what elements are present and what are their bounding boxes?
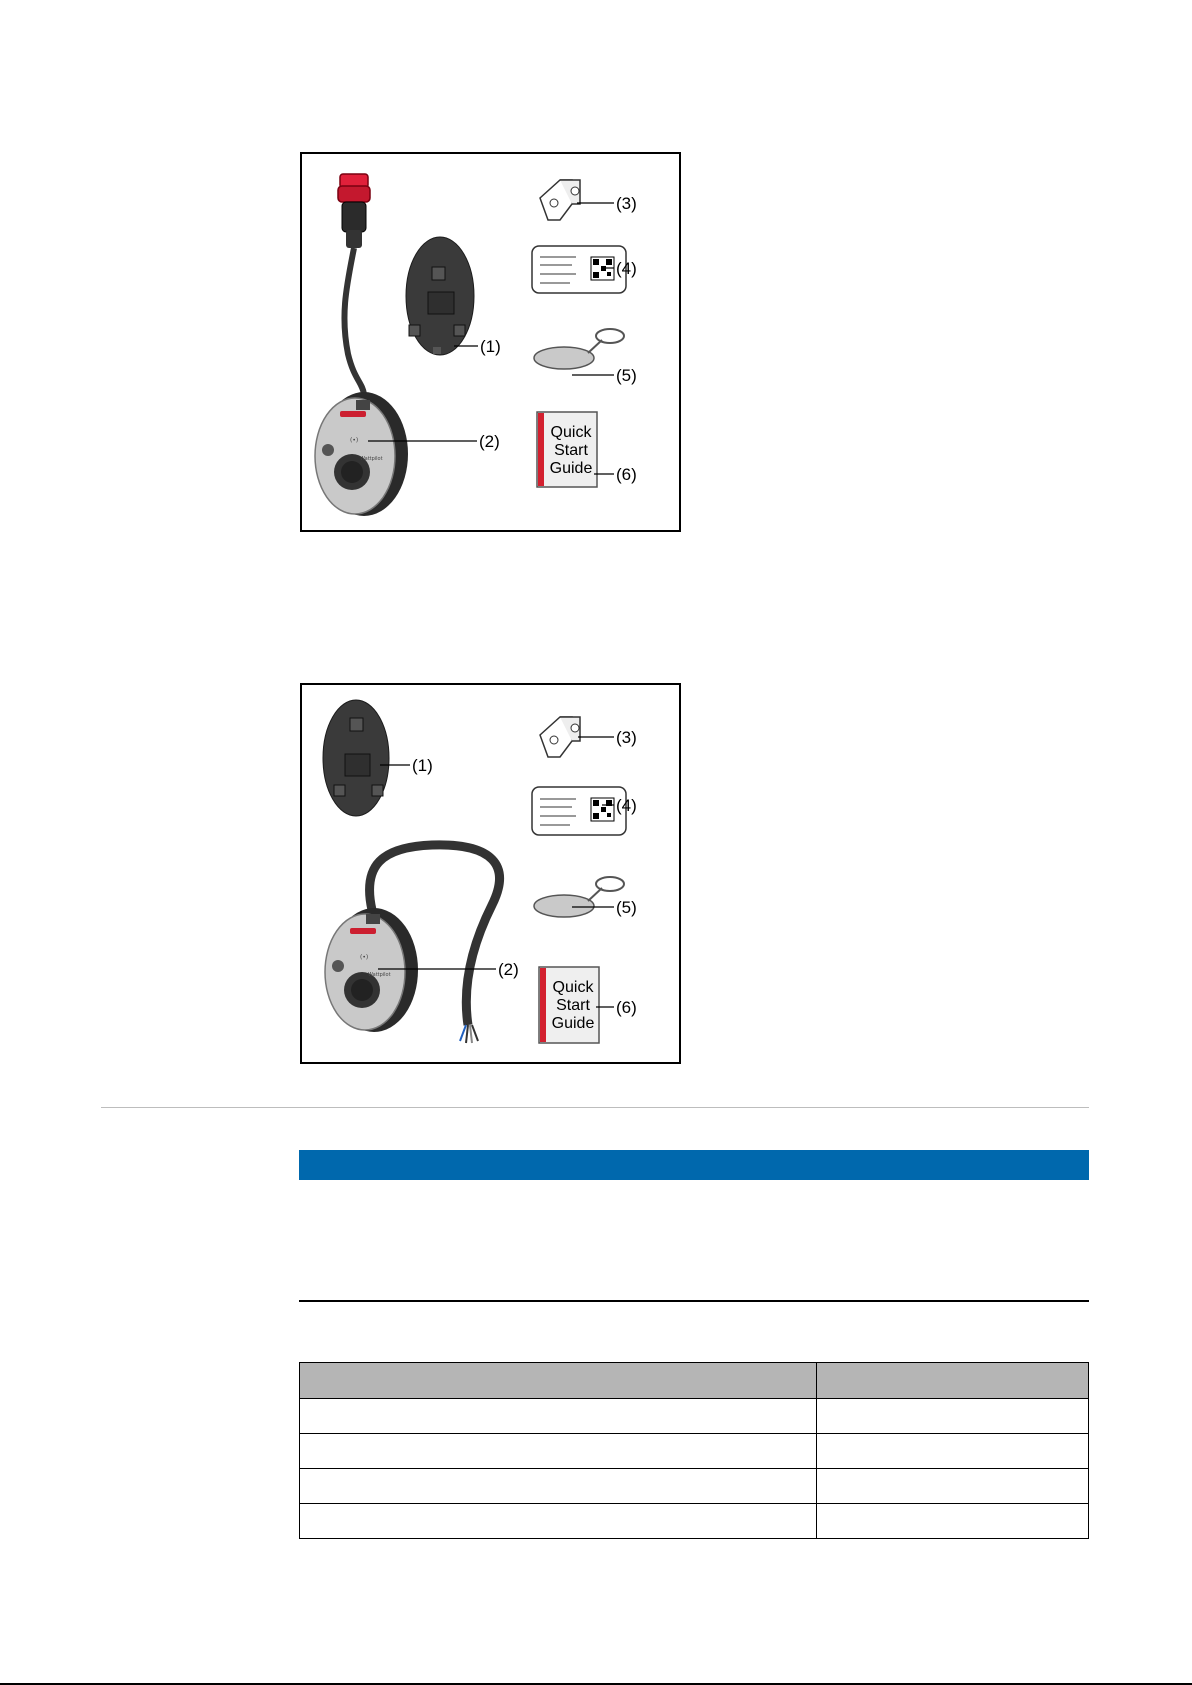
card-icon	[532, 246, 626, 293]
data-table	[299, 1362, 1089, 1539]
cee-plug-icon	[338, 174, 370, 248]
section-header-bar	[299, 1150, 1089, 1180]
mounting-plate-icon	[406, 237, 474, 355]
quick-start-guide-icon	[539, 967, 599, 1043]
callout-3: (3)	[616, 194, 637, 213]
table-cell	[300, 1469, 817, 1504]
wallbox-icon	[315, 392, 408, 516]
table-cell	[300, 1399, 817, 1434]
callout-4: (4)	[616, 259, 637, 278]
svg-text:(•): (•)	[360, 954, 369, 961]
callout-2: (2)	[479, 432, 500, 451]
callout-6: (6)	[616, 465, 637, 484]
callout-6: (6)	[616, 998, 637, 1017]
table-cell	[817, 1434, 1089, 1469]
key-fob-icon	[534, 877, 624, 917]
callout-1: (1)	[480, 337, 501, 356]
svg-text:Wattpilot: Wattpilot	[368, 972, 391, 978]
svg-text:Wattpilot: Wattpilot	[360, 456, 383, 462]
table-row	[300, 1469, 1089, 1504]
quick-start-guide-icon	[537, 412, 597, 487]
table-cell	[817, 1504, 1089, 1539]
cable-wires-icon	[460, 1025, 478, 1043]
guide-line-3: Guide	[551, 1015, 595, 1032]
bracket-icon	[540, 717, 580, 757]
section-divider	[101, 1107, 1089, 1108]
guide-line-1: Quick	[550, 424, 592, 441]
table-header-cell	[817, 1363, 1089, 1399]
table-cell	[300, 1434, 817, 1469]
callout-3: (3)	[616, 728, 637, 747]
table-cell	[817, 1399, 1089, 1434]
table-row	[300, 1504, 1089, 1539]
card-icon	[532, 787, 626, 835]
table-cell	[300, 1504, 817, 1539]
callout-4: (4)	[616, 796, 637, 815]
content-divider	[299, 1300, 1089, 1302]
callout-1: (1)	[412, 756, 433, 775]
callout-5: (5)	[616, 366, 637, 385]
bracket-icon	[540, 180, 580, 220]
callout-2: (2)	[498, 960, 519, 979]
guide-line-2: Start	[554, 442, 588, 459]
cable-icon	[344, 248, 364, 394]
mounting-plate-icon	[323, 700, 389, 816]
guide-line-3: Guide	[549, 460, 593, 477]
svg-text:(•): (•)	[350, 437, 359, 444]
figure-illustration	[302, 685, 679, 1062]
figure-illustration	[302, 154, 679, 530]
wallbox-icon	[325, 908, 418, 1032]
guide-line-2: Start	[556, 997, 590, 1014]
table-row	[300, 1434, 1089, 1469]
table-cell	[817, 1469, 1089, 1504]
table-row	[300, 1399, 1089, 1434]
callout-5: (5)	[616, 898, 637, 917]
guide-line-1: Quick	[552, 979, 594, 996]
table-header-row	[300, 1363, 1089, 1399]
scope-of-delivery-figure-plug	[300, 152, 681, 532]
table-header-cell	[300, 1363, 817, 1399]
key-fob-icon	[534, 329, 624, 369]
scope-of-delivery-figure-cable	[300, 683, 681, 1064]
